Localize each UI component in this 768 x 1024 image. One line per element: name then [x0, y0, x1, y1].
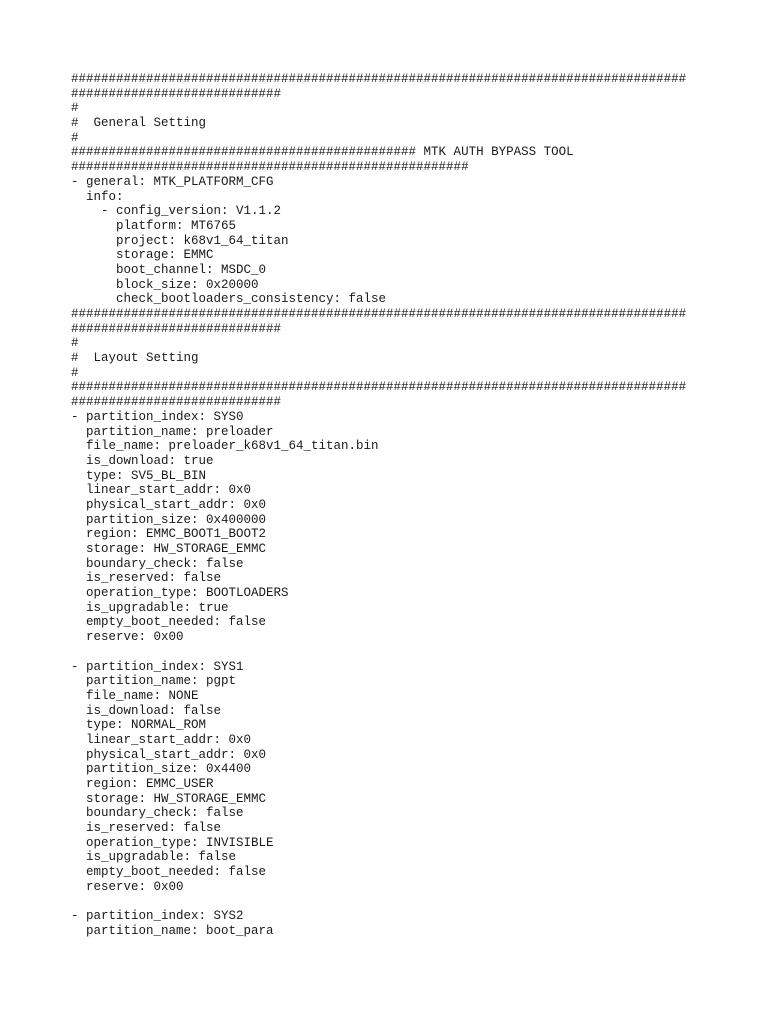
text-line: is_reserved: false: [71, 821, 222, 836]
text-line: ##################################################################################: [71, 307, 687, 321]
text-line: - general: MTK_PLATFORM_CFG: [71, 174, 274, 189]
text-line: - config_version: V1.1.2: [71, 204, 282, 219]
text-line: storage: HW_STORAGE_EMMC: [71, 791, 267, 806]
text-line: project: k68v1_64_titan: [71, 233, 289, 248]
text-line: is_upgradable: false: [71, 850, 237, 865]
text-line: empty_boot_needed: false: [71, 615, 267, 630]
text-line: - partition_index: SYS2: [71, 909, 244, 924]
text-line: #: [71, 101, 79, 116]
text-line: storage: HW_STORAGE_EMMC: [71, 542, 267, 556]
text-line: region: EMMC_BOOT1_BOOT2: [71, 527, 267, 542]
text-line: #: [71, 365, 79, 380]
text-line: check_bootloaders_consistency: false: [71, 292, 387, 307]
text-line: partition_name: preloader: [71, 424, 274, 439]
text-line: is_download: true: [71, 453, 214, 468]
text-line: [71, 645, 686, 660]
text-line: #: [71, 336, 79, 351]
text-line: file_name: preloader_k68v1_64_titan.bin: [71, 439, 379, 454]
text-line: platform: MT6765: [71, 218, 237, 233]
text-line: boundary_check: false: [71, 806, 244, 821]
text-line: linear_start_addr: 0x0: [71, 732, 252, 747]
text-line: storage: EMMC: [71, 248, 214, 263]
text-line: operation_type: BOOTLOADERS: [71, 586, 289, 601]
text-line: physical_start_addr: 0x0: [71, 497, 267, 512]
text-line: boot_channel: MSDC_0: [71, 262, 267, 277]
text-line: #####################################################: [71, 160, 469, 175]
text-line: region: EMMC_USER: [71, 777, 214, 791]
text-line: partition_size: 0x4400: [71, 762, 252, 777]
text-line: type: SV5_BL_BIN: [71, 468, 207, 483]
text-line: partition_name: pgpt: [71, 674, 237, 689]
text-line: [71, 895, 686, 910]
text-line: linear_start_addr: 0x0: [71, 483, 252, 498]
text-line: type: NORMAL_ROM: [71, 718, 207, 733]
text-line: is_download: false: [71, 703, 222, 718]
text-line: boundary_check: false: [71, 556, 244, 571]
text-line: operation_type: INVISIBLE: [71, 835, 274, 850]
text-line: file_name: NONE: [71, 688, 199, 703]
text-line: #: [71, 130, 79, 145]
text-line: ############################################## MTK AUTH BYPASS TOOL: [71, 145, 574, 160]
text-line: ############################: [71, 321, 282, 336]
text-line: - partition_index: SYS1: [71, 659, 244, 674]
text-line: ##################################################################################: [71, 380, 687, 395]
text-line: info:: [71, 189, 124, 204]
text-line: block_size: 0x20000: [71, 277, 259, 292]
text-line: partition_name: boot_para: [71, 923, 274, 938]
text-line: - partition_index: SYS0: [71, 409, 244, 424]
text-line: partition_size: 0x400000: [71, 512, 267, 527]
text-line: ############################: [71, 86, 282, 101]
text-line: empty_boot_needed: false: [71, 865, 267, 880]
text-line: is_upgradable: true: [71, 600, 229, 615]
text-line: # Layout Setting: [71, 351, 199, 366]
text-line: # General Setting: [71, 116, 207, 131]
scatter-file-text: [71, 72, 686, 939]
text-line: reserve: 0x00: [71, 879, 184, 894]
text-line: ############################: [71, 395, 282, 410]
text-line: is_reserved: false: [71, 571, 222, 586]
text-line: reserve: 0x00: [71, 630, 184, 645]
text-line: physical_start_addr: 0x0: [71, 747, 267, 762]
text-line: ##################################################################################: [71, 72, 687, 86]
